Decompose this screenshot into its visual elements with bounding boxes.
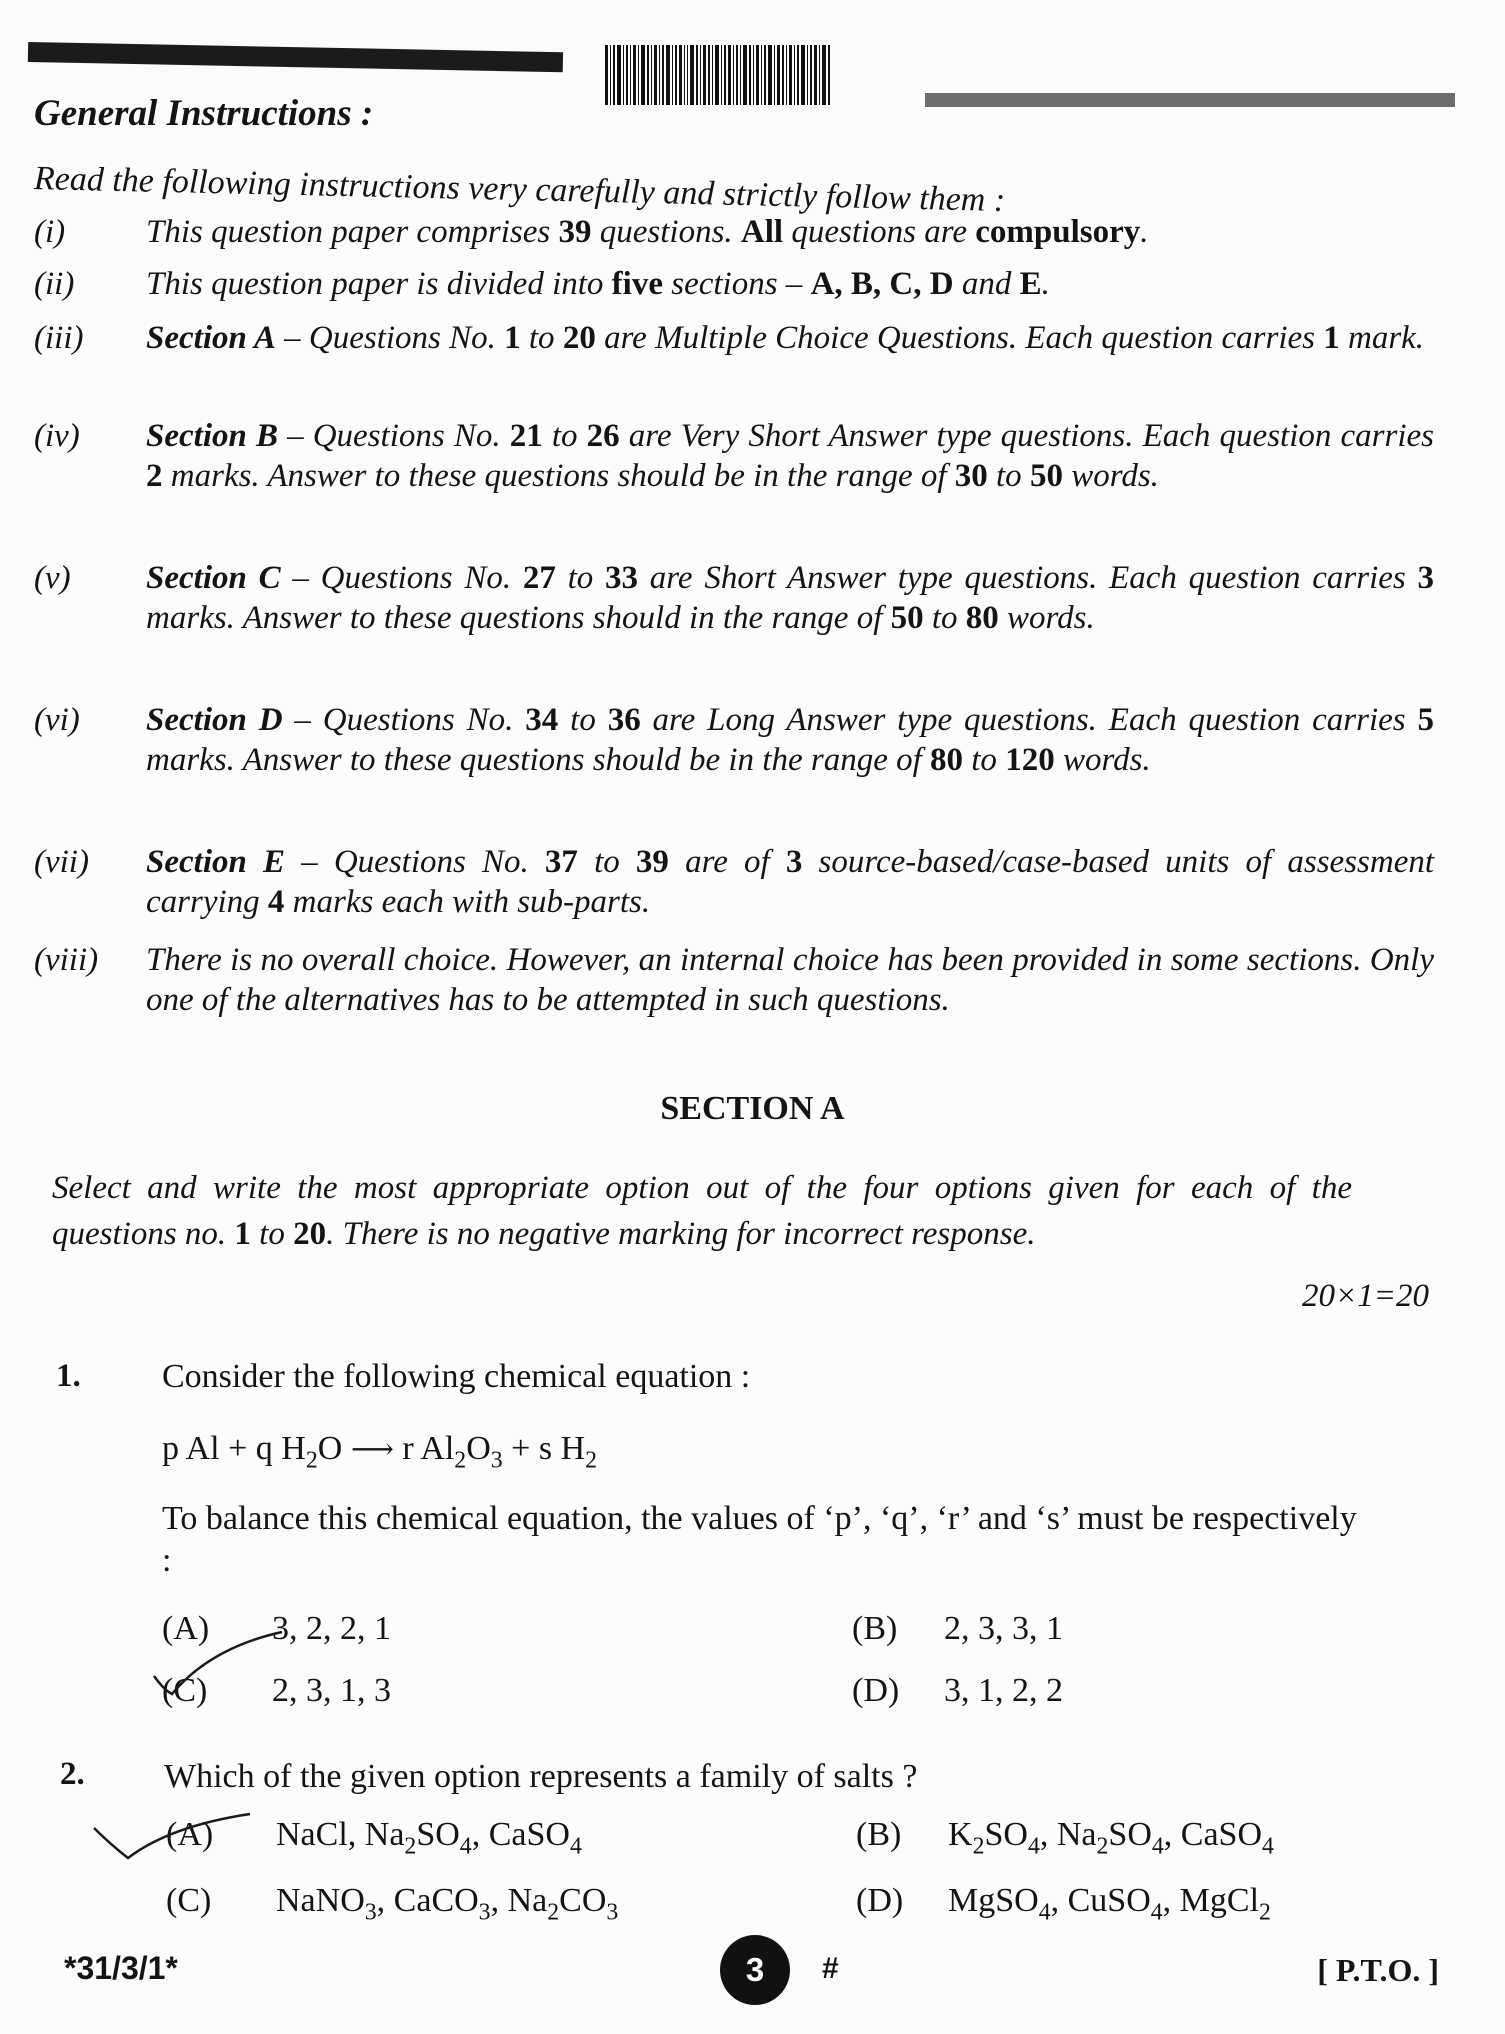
instruction-item: (viii) There is no overall choice. However, an internal choice has been provided in some sections. Only one of the alternatives has to be attempted in such questions. — [34, 942, 1434, 1018]
instruction-item: (vii) Section E – Questions No. 37 to 39 are of 3 source-based/case-based units of assessment carrying 4 marks each with sub-parts. — [34, 844, 1435, 920]
instruction-item: (iv) Section B – Questions No. 21 to 26 are Very Short Answer type questions. Each question carries 2 marks. Answer to these questions should be in the range of 30 to 50 words. — [34, 418, 1434, 494]
section-a-instruction: Select and write the most appropriate option out of the four options given for each of the questions no. 1 to 20. There is no negative marking for incorrect response. — [52, 1170, 1352, 1252]
instruction-number: (i) — [34, 214, 66, 250]
section-a-heading: SECTION A — [660, 1090, 845, 1127]
instruction-item: (iii) Section A – Questions No. 1 to 20 are Multiple Choice Questions. Each question carries 1 mark. — [34, 320, 1425, 356]
hash-mark: # — [822, 1952, 839, 1985]
instruction-number: (v) — [34, 560, 71, 596]
instruction-number: (viii) — [34, 942, 99, 978]
handwritten-tick-icon — [90, 1800, 260, 1870]
pto-label: [ P.T.O. ] — [1317, 1952, 1439, 1988]
instruction-item: (vi) Section D – Questions No. 34 to 36 are Long Answer type questions. Each question carries 5 marks. Answer to these questions should be in the range of 80 to 120 words. — [34, 702, 1435, 778]
question-text: Consider the following chemical equation : — [162, 1358, 751, 1395]
instruction-number: (vii) — [34, 844, 89, 880]
paper-code: *31/3/1* — [64, 1950, 178, 1986]
question-text: Which of the given option represents a family of salts ? — [164, 1758, 918, 1795]
instruction-item: (v) Section C – Questions No. 27 to 33 are Short Answer type questions. Each question carries 3 marks. Answer to these questions should in the range of 50 to 80 words. — [34, 560, 1434, 636]
section-name: Section D — [146, 702, 283, 738]
chemical-equation: p Al + q $H_2O$ ⟶ r $Al_2O_3 + s$ $H_2$ — [162, 1430, 598, 1474]
section-name: Section B — [146, 418, 278, 454]
option-a[interactable]: (A) NaCl, $Na_2SO_4$, CaSO$_4$ — [166, 1816, 582, 1860]
instruction-item: (ii) This question paper is divided into five sections – A, B, C, D and E. — [34, 266, 1050, 302]
page-number: 3 — [720, 1935, 790, 2005]
section-name: Section E — [146, 844, 286, 880]
top-rule-right — [925, 93, 1455, 107]
section-name: Section A — [146, 320, 276, 356]
instruction-number: (iv) — [34, 418, 80, 454]
general-instructions-title: General Instructions : — [34, 93, 374, 134]
general-instructions-intro: Read the following instructions very carefully and strictly follow them : — [33, 160, 1006, 220]
option-d[interactable]: (D) MgSO$_4$, CuSO$_4$, MgCl$_2$ — [856, 1882, 1271, 1926]
question-number: 1. — [56, 1358, 81, 1394]
question-text: To balance this chemical equation, the values of ‘p’, ‘q’, ‘r’ and ‘s’ must be respectively : — [162, 1500, 1357, 1579]
section-marks: 20×1=20 — [1301, 1278, 1429, 1314]
option-d[interactable]: (D) 3, 1, 2, 2 — [852, 1672, 1063, 1709]
question-number: 2. — [60, 1756, 85, 1792]
instruction-item: (i) This question paper comprises 39 questions. All questions are compulsory. — [34, 214, 1149, 250]
option-c[interactable]: (C) 2, 3, 1, 3 — [162, 1672, 391, 1709]
handwritten-tick-icon — [150, 1628, 290, 1698]
instruction-number: (iii) — [34, 320, 84, 356]
option-b[interactable]: (B) 2, 3, 3, 1 — [852, 1610, 1063, 1647]
instruction-number: (vi) — [34, 702, 80, 738]
barcode-icon — [605, 45, 883, 105]
option-c[interactable]: (C) NaNO$_3$, CaCO$_3$, $Na_2CO_3$ — [166, 1882, 619, 1926]
instruction-number: (ii) — [34, 266, 75, 302]
top-rule-left — [28, 42, 563, 72]
option-b[interactable]: (B) $K_2SO_4$, $Na_2SO_4$, CaSO$_4$ — [856, 1816, 1274, 1860]
option-a[interactable]: (A) 3, 2, 2, 1 — [162, 1610, 391, 1647]
section-name: Section C — [146, 560, 281, 596]
